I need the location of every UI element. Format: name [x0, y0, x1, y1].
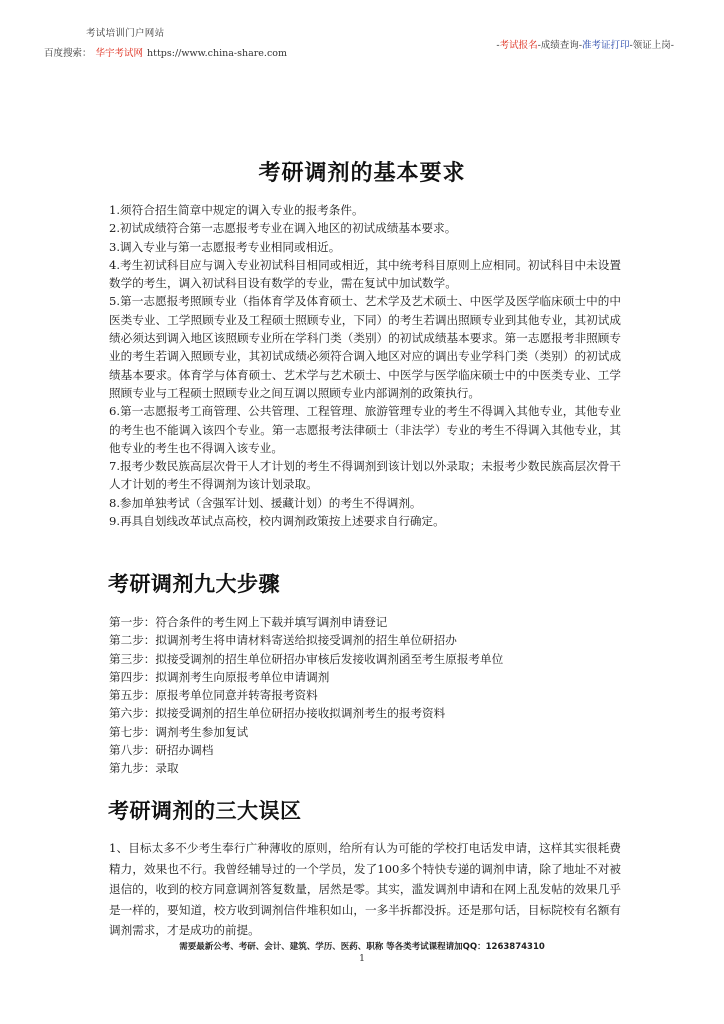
section-heading-misconceptions: 考研调剂的三大误区 [108, 798, 302, 823]
requirement-item: 6.第一志愿报考工商管理、公共管理、工程管理、旅游管理专业的考生不得调入其他专业，其他专业的考生也不能调入该四个专业。第一志愿报考法律硕士（非法学）专业的考生不得调入其他专业，其他专业的考生也不得调入该专业。 [109, 404, 621, 455]
requirement-item: 3.调入专业与第一志愿报考专业相同或相近。 [109, 239, 341, 254]
step-item: 第四步：拟调剂考生向原报考单位申请调剂 [109, 669, 330, 684]
step-item: 第一步：符合条件的考生网上下载并填写调剂申请登记 [109, 615, 388, 629]
link-exam-signup[interactable]: 考试报名 [499, 40, 538, 51]
requirement-item: 7.报考少数民族高层次骨干人才计划的考生不得调剂到该计划以外录取；未报考少数民族高层次骨干人才计划的考生不得调剂为该计划录取。 [109, 459, 621, 492]
requirement-item: 5.第一志愿报考照顾专业（指体育学及体育硕士、艺术学及艺术硕士、中医学及医学临床硕士中的中医类专业、工学照顾专业及工程硕士照顾专业，下同）的考生若调出照顾专业到其他专业，其初试成绩必须达到调入地区该照顾专业所在学科门类（类别）的初试成绩基本要求。第一志愿报考非照顾专业的考生若调入照顾专业，其初试成绩必须符合调入地区对应的调出专业学科门类（类别）的初试成绩基本要求。体育学与体育硕士、艺术学与艺术硕士、中医学与医学临床硕士中的中医类专业、工学照顾专业与工程硕士照顾专业之间互调以照顾专业内部调剂的政策执行。 [109, 294, 621, 400]
misconceptions-body [109, 838, 621, 941]
link-license[interactable]: 领证上岗 [632, 40, 671, 51]
search-label: 百度搜索： [44, 48, 92, 59]
requirement-item: 9.再具自划线改革试点高校，校内调剂政策按上述要求自行确定。 [109, 514, 445, 529]
step-item: 第八步：研招办调档 [109, 743, 214, 758]
requirement-item: 8.参加单独考试（含强军计划、援藏计划）的考生不得调剂。 [109, 495, 422, 510]
requirements-list [109, 201, 621, 530]
step-item: 第九步：录取 [109, 761, 179, 776]
link-score-query[interactable]: 成绩查询 [540, 40, 579, 51]
step-item: 第五步：原报考单位同意并转寄报考资料 [109, 688, 318, 703]
step-item: 第三步：拟接受调剂的招生单位研招办审核后发接收调剂函至考生原报考单位 [109, 651, 504, 666]
section-heading-steps: 考研调剂九大步骤 [108, 571, 280, 596]
misconception-paragraph: 1、目标太多不少考生奉行广种薄收的原则，给所有认为可能的学校打电话发申请，这样其实很耗费精力，效果也不行。我曾经辅导过的一个学员，发了100多个特快专递的调剂申请，除了地址不对被退信的，收到的校方同意调剂答复数量，居然是零。其实，滥发调剂申请和在网上乱发帖的效果几乎是一样的，要知道，校方收到调剂信件堆积如山，一多半拆都没拆。还是那句话，目标院校有名额有调剂需求，才是成功的前提。 [109, 841, 621, 937]
step-item: 第七步：调剂考生参加复试 [109, 724, 249, 739]
site-label: 考试培训门户网站 [86, 28, 165, 39]
requirement-item: 2.初试成绩符合第一志愿报考专业在调入地区的初试成绩基本要求。 [109, 221, 457, 236]
requirement-item: 1.须符合招生简章中规定的调入专业的报考条件。 [109, 203, 364, 217]
site-url[interactable]: https://www.china-share.com [147, 48, 287, 59]
brand-name[interactable]: 华宇考试网 [95, 48, 144, 59]
link-admission-ticket[interactable]: 准考证打印 [582, 40, 630, 51]
link-sep: - [670, 40, 674, 51]
step-item: 第六步：拟接受调剂的招生单位研招办接收拟调剂考生的报考资料 [109, 706, 446, 721]
footer-contact-note: 需要最新公考、考研、会计、建筑、学历、医药、职称 等各类考试课程请加QQ：1263874310 [179, 942, 545, 952]
requirement-item: 4.考生初试科目应与调入专业初试科目相同或相近，其中统考科目原则上应相同。初试科目中未设置数学的考生，调入初试科目设有数学的专业，需在复试中加试数学。 [109, 257, 621, 291]
step-item: 第二步：拟调剂考生将申请材料寄送给拟接受调剂的招生单位研招办 [109, 633, 457, 648]
link-sep: - [578, 40, 583, 51]
link-sep: - [537, 40, 541, 51]
header-links [496, 37, 674, 51]
page-number: 1 [358, 953, 366, 964]
link-sep: - [629, 40, 633, 51]
link-sep: - [496, 40, 500, 51]
steps-list [109, 613, 621, 778]
search-hint [44, 45, 287, 59]
page-title: 考研调剂的基本要求 [258, 160, 466, 186]
